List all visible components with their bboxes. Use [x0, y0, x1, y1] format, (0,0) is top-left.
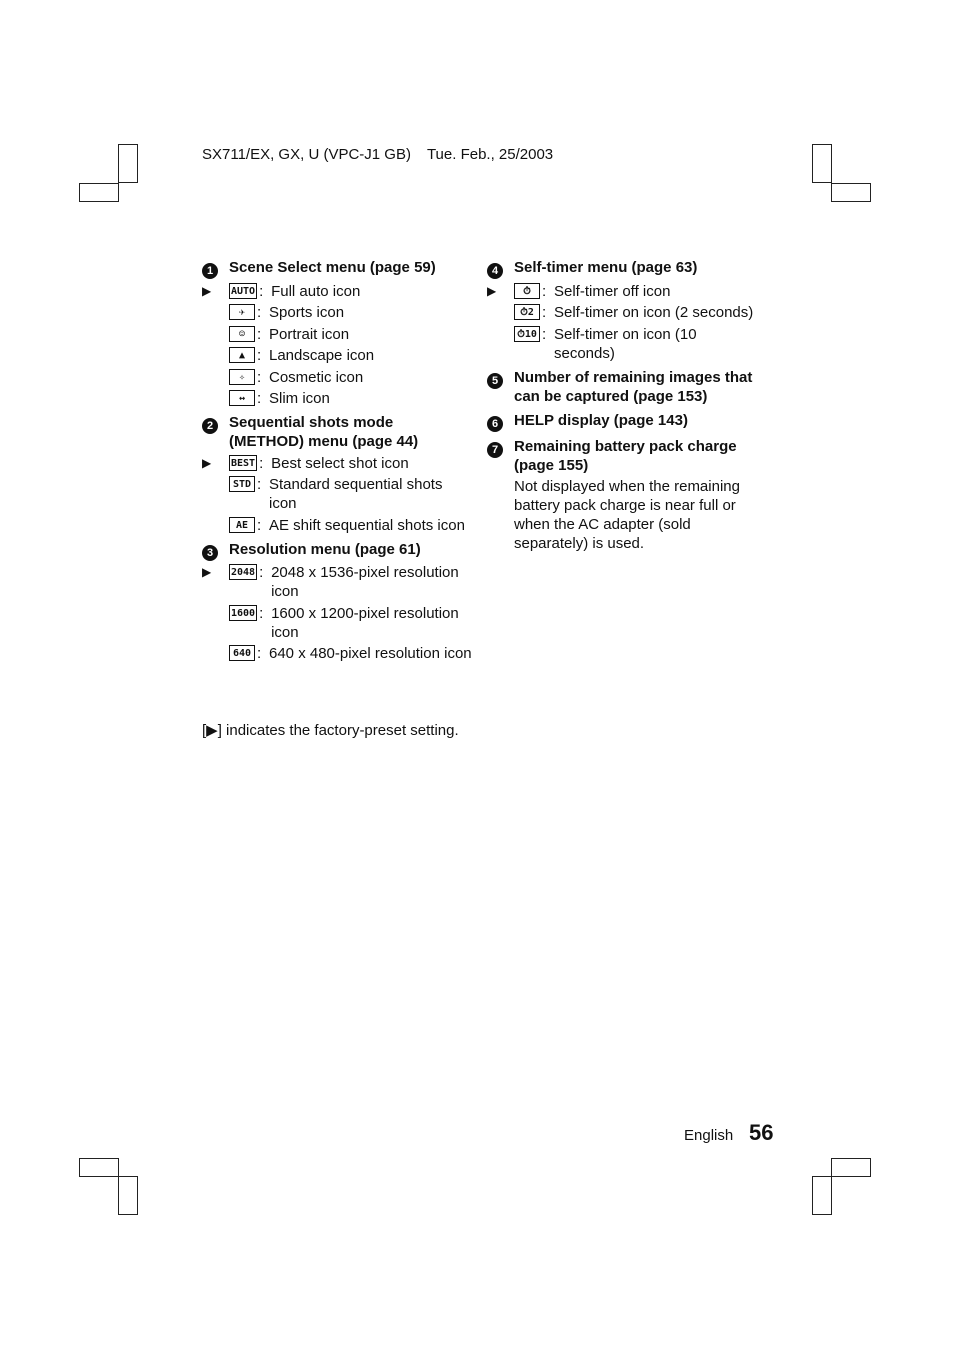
section-number	[487, 258, 514, 279]
portrait-icon: ☺	[229, 326, 255, 342]
number-badge-icon: 2	[202, 418, 218, 434]
default-marker	[202, 604, 229, 642]
section-heading	[487, 411, 757, 432]
default-marker: ▶	[202, 455, 212, 470]
crop-mark	[831, 1158, 871, 1177]
date-text: Tue. Feb., 25/2003	[426, 146, 554, 163]
menu-item	[202, 604, 472, 642]
menu-item	[202, 368, 472, 387]
crop-mark	[831, 183, 871, 202]
menu-item-label: Self-timer off icon	[554, 282, 671, 300]
separator: :	[259, 454, 264, 472]
menu-item-label: Best select shot icon	[271, 454, 409, 472]
section-body: Not displayed when the remaining battery pack charge is near full or when the AC adapter (sold separately) is used.	[514, 477, 740, 552]
menu-section	[487, 411, 757, 432]
section-title: Scene Select menu (page 59)	[229, 259, 436, 276]
crop-mark	[79, 1158, 119, 1177]
crop-mark	[79, 183, 119, 202]
menu-item-label: AE shift sequential shots icon	[269, 516, 465, 534]
default-marker	[202, 475, 229, 513]
menu-item	[202, 644, 472, 663]
default-marker	[202, 325, 229, 344]
separator: :	[259, 564, 264, 581]
menu-item-label: Full auto icon	[271, 282, 361, 300]
menu-section	[202, 258, 472, 408]
number-badge-icon: 6	[487, 416, 503, 432]
self-timer-2-icon: ⏱2	[514, 304, 540, 320]
section-number	[487, 411, 514, 432]
crop-mark	[812, 144, 832, 183]
menu-item	[202, 563, 472, 601]
menu-item-label: Slim icon	[269, 390, 330, 407]
default-marker: ▶	[487, 283, 497, 298]
default-marker	[487, 325, 514, 363]
menu-item-label: 2048 x 1536-pixel resolution icon	[271, 564, 459, 600]
cosmetic-icon: ✧	[229, 369, 255, 385]
number-badge-icon: 5	[487, 373, 503, 389]
menu-section	[202, 413, 472, 535]
menu-item	[202, 454, 472, 473]
menu-item-label: 640 x 480-pixel resolution icon	[269, 645, 472, 662]
section-number	[202, 540, 229, 561]
menu-section	[487, 368, 757, 406]
number-badge-icon: 1	[202, 263, 218, 279]
default-marker	[202, 389, 229, 408]
separator: :	[257, 390, 262, 407]
menu-item	[487, 325, 757, 363]
default-marker	[487, 303, 514, 322]
menu-item	[202, 325, 472, 344]
menu-item	[202, 516, 472, 535]
page-header	[202, 146, 569, 163]
menu-item	[202, 282, 472, 301]
number-badge-icon: 4	[487, 263, 503, 279]
separator: :	[542, 282, 547, 300]
section-heading	[487, 437, 757, 475]
default-marker	[202, 346, 229, 365]
right-column	[487, 258, 757, 558]
default-marker	[202, 303, 229, 322]
menu-section	[487, 437, 757, 553]
menu-item	[487, 282, 757, 301]
crop-mark	[812, 1176, 832, 1215]
separator: :	[259, 604, 264, 622]
section-heading	[487, 368, 757, 406]
menu-item	[202, 389, 472, 408]
left-column	[202, 258, 472, 668]
self-timer-10-icon: ⏱10	[514, 326, 540, 342]
menu-item-label: Self-timer on icon (10 seconds)	[554, 325, 697, 362]
section-title: Number of remaining images that can be captured (page 153)	[514, 368, 753, 405]
separator: :	[257, 645, 262, 662]
auto-icon: AUTO	[229, 283, 257, 299]
separator: :	[257, 325, 262, 343]
menu-item	[487, 303, 757, 322]
self-timer-off-icon: ⏱	[514, 283, 540, 299]
section-heading	[202, 540, 472, 561]
separator: :	[259, 282, 264, 300]
section-number	[487, 368, 514, 406]
resolution-1600-icon: 1600	[229, 605, 257, 621]
page-language: English	[684, 1127, 734, 1144]
section-title: Self-timer menu (page 63)	[514, 259, 698, 276]
default-marker	[202, 516, 229, 535]
menu-item-label: Sports icon	[269, 304, 345, 321]
resolution-2048-icon: 2048	[229, 564, 257, 580]
default-marker: ▶	[202, 283, 212, 298]
menu-section	[487, 258, 757, 363]
section-heading	[202, 258, 472, 279]
menu-item	[202, 346, 472, 365]
separator: :	[542, 304, 547, 321]
separator: :	[257, 368, 262, 386]
slim-icon: ↔	[229, 390, 255, 406]
factory-preset-note: [▶] indicates the factory-preset setting.	[202, 722, 459, 739]
menu-item-label: 1600 x 1200-pixel resolution icon	[271, 604, 459, 641]
menu-item-label: Portrait icon	[269, 325, 350, 343]
standard-sequential-icon: STD	[229, 476, 255, 492]
menu-item-label: Cosmetic icon	[269, 368, 364, 386]
section-heading	[487, 258, 757, 279]
menu-item-label: Standard sequential shots icon	[269, 476, 443, 512]
section-title: Resolution menu (page 61)	[229, 540, 421, 558]
separator: :	[257, 347, 262, 364]
best-shot-icon: BEST	[229, 455, 257, 471]
menu-item-label: Self-timer on icon (2 seconds)	[554, 304, 754, 321]
menu-item	[202, 303, 472, 322]
crop-mark	[118, 1176, 138, 1215]
separator: :	[542, 325, 547, 343]
number-badge-icon: 7	[487, 442, 503, 458]
menu-item-label: Landscape icon	[269, 347, 375, 364]
default-marker	[202, 644, 229, 663]
section-number	[202, 258, 229, 279]
ae-shift-icon: AE	[229, 517, 255, 533]
separator: :	[257, 476, 262, 493]
menu-item	[202, 475, 472, 513]
crop-mark	[118, 144, 138, 183]
sports-icon: ✈	[229, 304, 255, 320]
resolution-640-icon: 640	[229, 645, 255, 661]
separator: :	[257, 304, 262, 321]
separator: :	[257, 516, 262, 534]
section-title: Sequential shots mode (METHOD) menu (page 44)	[229, 414, 419, 450]
default-marker	[202, 368, 229, 387]
section-title: Remaining battery pack charge (page 155)	[514, 437, 737, 474]
landscape-icon: ▲	[229, 347, 255, 363]
section-heading	[202, 413, 472, 451]
default-marker: ▶	[202, 565, 212, 579]
menu-section	[202, 540, 472, 664]
section-title: HELP display (page 143)	[514, 411, 688, 429]
page-number: 56	[749, 1120, 774, 1145]
model-text: SX711/EX, GX, U (VPC-J1 GB)	[202, 146, 411, 163]
section-number	[487, 437, 514, 475]
number-badge-icon: 3	[202, 545, 218, 561]
section-number	[202, 413, 229, 451]
